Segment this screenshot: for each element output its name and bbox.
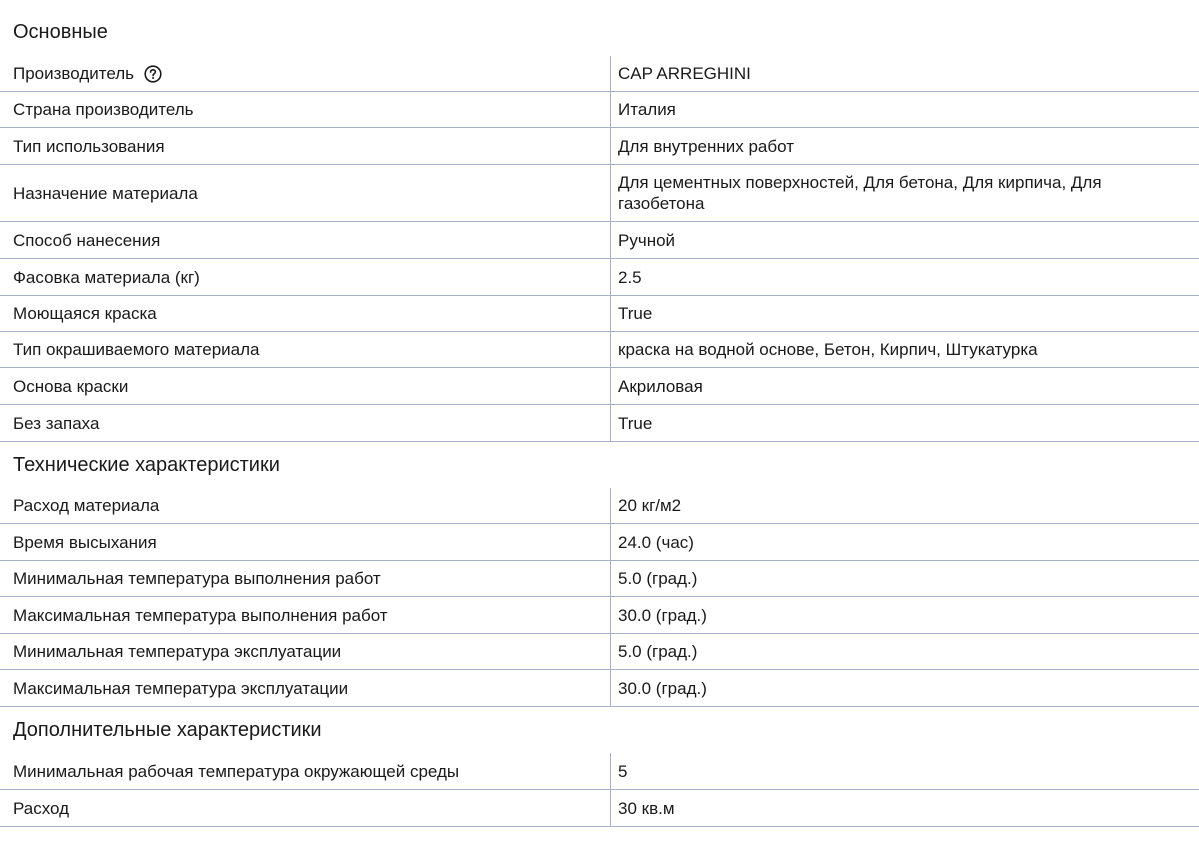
spec-key: Способ нанесения [13, 230, 161, 250]
section-title-technical: Технические характеристики [13, 454, 280, 476]
spec-row [0, 92, 1199, 128]
spec-value: 24.0 (час) [618, 532, 694, 552]
spec-row [0, 296, 1199, 332]
spec-row [0, 405, 1199, 442]
spec-value: краска на водной основе, Бетон, Кирпич, Штукатурка [618, 340, 1038, 359]
spec-row [0, 128, 1199, 165]
spec-row [0, 368, 1199, 405]
spec-key: Назначение материала [13, 183, 198, 203]
spec-row [0, 165, 1199, 222]
spec-value: Ручной [618, 230, 676, 250]
spec-key: Расход материала [13, 496, 160, 515]
spec-key: Максимальная температура выполнения работ [13, 605, 388, 625]
spec-value: 5.0 (град.) [618, 569, 698, 588]
spec-key: Моющаяся краска [13, 304, 157, 323]
spec-value: Италия [618, 100, 676, 119]
spec-value: 5.0 (град.) [618, 642, 698, 661]
spec-value: True [618, 304, 653, 323]
spec-value: 30.0 (град.) [618, 678, 707, 698]
spec-value: Для цементных поверхностей, Для бетона, Для кирпича, Для газобетона [618, 173, 1102, 213]
spec-row [0, 488, 1199, 524]
spec-row [0, 790, 1199, 827]
spec-value: Акриловая [618, 376, 703, 396]
spec-value: 30 кв.м [618, 798, 675, 818]
spec-key: Максимальная температура эксплуатации [13, 678, 349, 698]
spec-row [0, 670, 1199, 707]
spec-key-label: Производитель [13, 64, 135, 83]
spec-row [0, 332, 1199, 368]
spec-row [0, 259, 1199, 296]
spec-row [0, 524, 1199, 561]
spec-key: Фасовка материала (кг) [13, 267, 200, 287]
section-title-main: Основные [13, 21, 108, 43]
spec-value: 5 [618, 761, 628, 781]
spec-value: Для внутренних работ [618, 136, 794, 156]
spec-key: Тип использования [13, 136, 165, 156]
spec-row [0, 597, 1199, 634]
spec-key: Тип окрашиваемого материала [13, 340, 260, 359]
question-circle-icon[interactable] [144, 65, 162, 83]
spec-key: Время высыхания [13, 532, 157, 552]
spec-value: True [618, 413, 653, 433]
spec-key: Минимальная температура эксплуатации [13, 642, 342, 661]
spec-value: 20 кг/м2 [618, 496, 682, 515]
spec-key: Расход [13, 798, 70, 818]
spec-row [0, 222, 1199, 259]
spec-key [13, 56, 162, 91]
spec-key: Основа краски [13, 376, 129, 396]
section-title-additional: Дополнительные характеристики [13, 719, 322, 741]
spec-value: 30.0 (град.) [618, 605, 707, 625]
spec-key: Без запаха [13, 413, 100, 433]
spec-key: Страна производитель [13, 100, 194, 119]
spec-value: 2.5 [618, 267, 642, 287]
spec-row [0, 753, 1199, 790]
spec-value: CAP ARREGHINI [618, 64, 751, 83]
spec-row [0, 634, 1199, 670]
spec-row [0, 561, 1199, 597]
spec-row [0, 56, 1199, 92]
spec-key: Минимальная рабочая температура окружающей среды [13, 761, 460, 781]
spec-key: Минимальная температура выполнения работ [13, 569, 381, 588]
